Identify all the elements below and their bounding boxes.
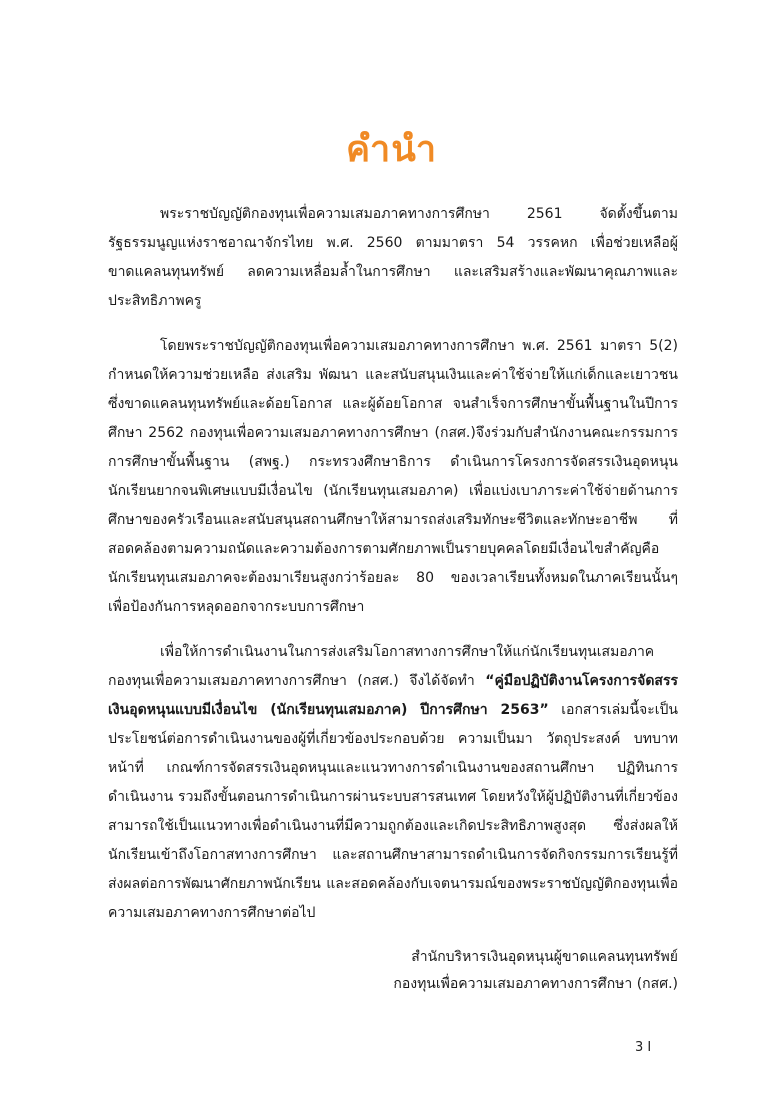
paragraph-3-text-after: เอกสารเล่มนี้จะเป็นประโยชน์ต่อการดำเนินงานของผู้ที่เกี่ยวข้องประกอบด้วย ความเป็นมา วัตถุประสงค์ บทบาทหน้าที่ เกณฑ์การจัดสรรเงินอุดหนุนและแนวทางการดำเนินงานของสถานศึกษา ปฏิทินการดำเนินงาน รวมถึงขั้นตอนการดำเนินการผ่านระบบสารสนเทศ โดยหวังให้ผู้ปฏิบัติงานที่เกี่ยวข้องสามารถใช้เป็นแนวทางเพื่อดำเนินงานที่มีความถูกต้องและเกิดประสิทธิภาพสูงสุด ซึ่งส่งผลให้นักเรียนเข้าถึงโอกาสทางการศึกษา และสถานศึกษาสามารถดำเนินการจัดกิจกรรมการเรียนรู้ที่ส่งผลต่อการพัฒนาศักยภาพนักเรียน และสอดคล้องกับเจตนารมณ์ของพระราชบัญญัติกองทุนเพื่อความเสมอภาคทางการศึกษาต่อไป xyxy=(108,702,678,921)
paragraph-1 xyxy=(108,200,678,316)
signature-line-2: กองทุนเพื่อความเสมอภาคทางการศึกษา (กสศ.) xyxy=(393,976,678,992)
page-number: 3 I xyxy=(635,1040,652,1055)
document-body xyxy=(108,200,678,998)
paragraph-2 xyxy=(108,332,678,622)
paragraph-3-text-before: เพื่อให้การดำเนินงานในการส่งเสริมโอกาสทางการศึกษาให้แก่นักเรียนทุนเสมอภาค กองทุนเพื่อความเสมอภาคทางการศึกษา (กสศ.) จึงได้จัดทำ xyxy=(108,644,655,689)
paragraph-2-text: โดยพระราชบัญญัติกองทุนเพื่อความเสมอภาคทางการศึกษา พ.ศ. 2561 มาตรา 5(2) กำหนดให้ความช่วยเหลือ ส่งเสริม พัฒนา และสนับสนุนเงินและค่าใช้จ่ายให้แก่เด็กและเยาวชนซึ่งขาดแคลนทุนทรัพย์และด้อยโอกาส และผู้ด้อยโอกาส จนสำเร็จการศึกษาขั้นพื้นฐานในปีการศึกษา 2562 กองทุนเพื่อความเสมอภาคทางการศึกษา (กสศ.)จึงร่วมกับสำนักงานคณะกรรมการการศึกษาขั้นพื้นฐาน (สพฐ.) กระทรวงศึกษาธิการ ดำเนินการโครงการจัดสรรเงินอุดหนุนนักเรียนยากจนพิเศษแบบมีเงื่อนไข (นักเรียนทุนเสมอภาค) เพื่อแบ่งเบาภาระค่าใช้จ่ายด้านการศึกษาของครัวเรือนและสนับสนุนสถานศึกษาให้สามารถส่งเสริมทักษะชีวิตและทักษะอาชีพ ที่สอดคล้องตามความถนัดและความต้องการตามศักยภาพเป็นรายบุคคลโดยมีเงื่อนไขสำคัญคือ นักเรียนทุนเสมอภาคจะต้องมาเรียนสูงกว่าร้อยละ 80 ของเวลาเรียนทั้งหมดในภาคเรียนนั้นๆ เพื่อป้องกันการหลุดออกจากระบบการศึกษา xyxy=(108,338,678,615)
paragraph-3-quote: “คู่มือปฏิบัติงานโครงการจัดสรรเงินอุดหนุนแบบมีเงื่อนไข (นักเรียนทุนเสมอภาค) ปีการศึกษา 2563” xyxy=(108,673,678,718)
paragraph-1-text: พระราชบัญญัติกองทุนเพื่อความเสมอภาคทางการศึกษา 2561 จัดตั้งขึ้นตามรัฐธรรมนูญแห่งราชอาณาจักรไทย พ.ศ. 2560 ตามมาตรา 54 วรรคหก เพื่อช่วยเหลือผู้ขาดแคลนทุนทรัพย์ ลดความเหลื่อมล้ำในการศึกษา และเสริมสร้างและพัฒนาคุณภาพและประสิทธิภาพครู xyxy=(108,206,678,309)
signature-line-1: สำนักบริหารเงินอุดหนุนผู้ขาดแคลนทุนทรัพย์ xyxy=(411,949,678,965)
page-title: คำนำ xyxy=(345,129,438,170)
paragraph-3 xyxy=(108,638,678,928)
signature-block xyxy=(108,944,678,998)
